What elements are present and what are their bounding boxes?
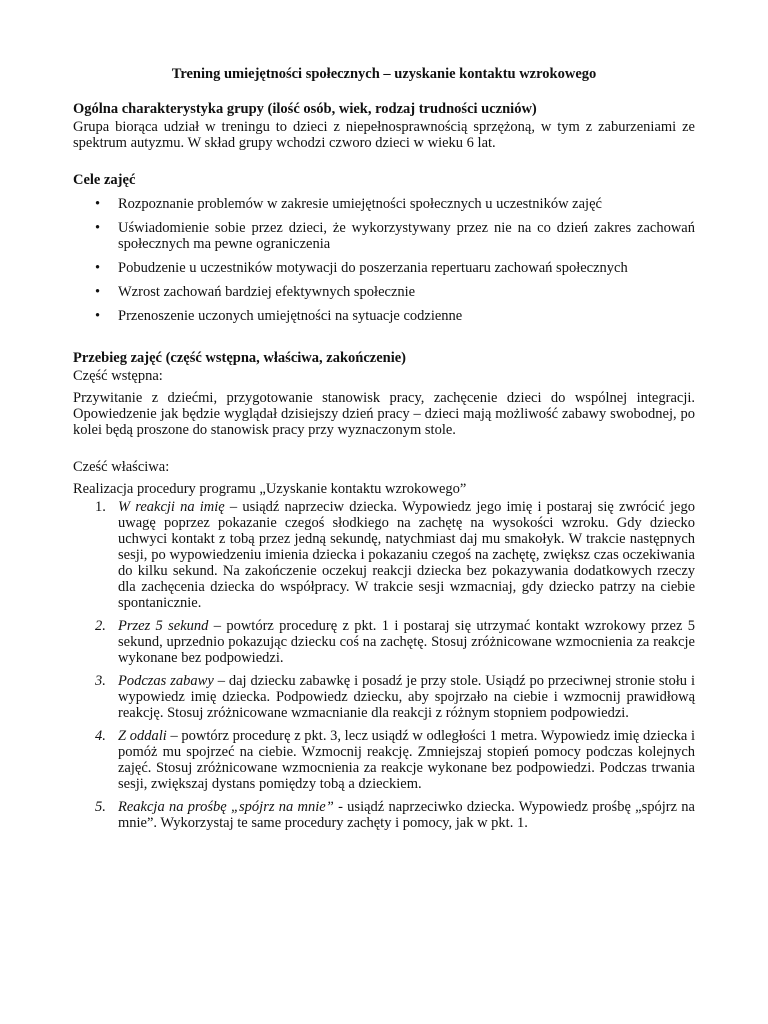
step-text: – usiądź naprzeciw dziecka. Wypowiedz jego imię i postaraj się zwrócić jego uwagę poprzez pokazanie czegoś słodkiego na zachętę na wysokości wzroku. Gdy dziecko uchwyci kontakt z tobą przez jedną sekundę, natychmiast daj mu smakołyk. W trakcie następnych sesji, po wypowiedzeniu imienia dziecka i pokazaniu czegoś na zachętę, zwiększ czas oczekiwania do kilku sekund. Na zakończenie oczekuj reakcji dziecka bez pokazywania dodatkowych rzeczy dla zachęcenia dziecka do współpracy. W trakcie sesji wzmacniaj, gdy dziecko patrzy na ciebie spontanicznie. [118, 499, 695, 611]
step-item [73, 618, 695, 666]
step-item [73, 499, 695, 611]
group-text: Grupa biorąca udział w treningu to dzieci z niepełnosprawnością sprzężoną, w tym z zaburzeniami ze spektrum autyzmu. W skład grupy wchodzi czworo dzieci w wieku 6 lat. [73, 119, 695, 151]
step-text: – powtórz procedurę z pkt. 3, lecz usiądź w odległości 1 metra. Wypowiedz imię dziecka i pomóż mu spojrzeć na ciebie. Wzmocnij reakcję. Zmniejszaj stopień pomocy podczas kolejnych zajęć. Stosuj zróżnicowane wzmocnienia za reakcje wykonane bez podpowiedzi. Podczas trwania sesji, zwiększaj dystans pomiędzy tobą a dzieckiem. [118, 728, 695, 792]
main-label: Cześć właściwa: [73, 459, 170, 475]
course-heading: Przebieg zajęć (część wstępna, właściwa, zakończenie) [73, 350, 406, 366]
intro-text: Przywitanie z dziećmi, przygotowanie stanowisk pracy, zachęcenie dzieci do wspólnej integracji. Opowiedzenie jak będzie wyglądał dzisiejszy dzień pracy – dzieci mają możliwość zabawy swobodnej, po kolei będą proszone do stanowisk pracy przy wyznaczonym stole. [73, 390, 695, 438]
step-number: 5. [95, 799, 106, 815]
step-text: - usiądź naprzeciwko dziecka. Wypowiedz prośbę „spójrz na mnie”. Wykorzystaj te same procedury zachęty i pomocy, jak w pkt. 1. [118, 799, 695, 831]
goal-item: • Przenoszenie uczonych umiejętności na sytuacje codzienne [95, 308, 463, 324]
step-number: 2. [95, 618, 106, 634]
document-page [73, 66, 695, 838]
group-heading: Ogólna charakterystyka grupy (ilość osób, wiek, rodzaj trudności uczniów) [73, 101, 537, 117]
bullet-icon: • [95, 308, 101, 324]
bullet-icon: • [95, 284, 101, 300]
step-number: 3. [95, 673, 106, 689]
step-number: 4. [95, 728, 106, 744]
step-title: Reakcja na prośbę „spójrz na mnie” [118, 799, 334, 815]
goals-heading: Cele zajęć [73, 172, 136, 188]
goals-list [73, 196, 695, 324]
step-title: W reakcji na imię [118, 499, 225, 515]
bullet-icon: • [95, 260, 101, 276]
step-text: – powtórz procedurę z pkt. 1 i postaraj się utrzymać kontakt wzrokowy przez 5 sekund, uprzednio pokazując dziecku coś na zachętę. Stosuj zróżnicowane wzmocnienia za reakcje wykonane bez podpowiedzi. [118, 618, 695, 666]
steps-list [73, 499, 695, 831]
intro-label: Część wstępna: [73, 368, 163, 384]
bullet-icon: • [95, 196, 101, 212]
step-item [73, 673, 695, 721]
goal-item: • Wzrost zachowań bardziej efektywnych społecznie [95, 284, 416, 300]
goal-item: • Uświadomienie sobie przez dzieci, że wykorzystywany przez nie na co dzień zakres zachowań społecznych ma pewne ograniczenia [95, 220, 695, 252]
step-number: 1. [95, 499, 106, 515]
step-title: Z oddali [118, 728, 167, 744]
step-title: Przez 5 sekund [118, 618, 209, 634]
document-title: Trening umiejętności społecznych – uzyskanie kontaktu wzrokowego [171, 66, 597, 82]
goal-item: • Rozpoznanie problemów w zakresie umiejętności społecznych u uczestników zajęć [95, 196, 602, 212]
step-item [73, 799, 695, 831]
main-text: Realizacja procedury programu „Uzyskanie kontaktu wzrokowego” [73, 481, 467, 497]
goal-item: • Pobudzenie u uczestników motywacji do poszerzania repertuaru zachowań społecznych [95, 260, 628, 276]
step-title: Podczas zabawy [118, 673, 214, 689]
step-item [73, 728, 695, 792]
step-text: – daj dziecku zabawkę i posadź je przy stole. Usiądź po przeciwnej stronie stołu i wypowiedz imię dziecka. Podpowiedz dziecku, aby spojrzało na ciebie i wzmocnij prawidłową reakcję. Stosuj zróżnicowane wzmacnianie dla reakcji z różnym stopniem podpowiedzi. [118, 673, 695, 721]
bullet-icon: • [95, 220, 101, 236]
